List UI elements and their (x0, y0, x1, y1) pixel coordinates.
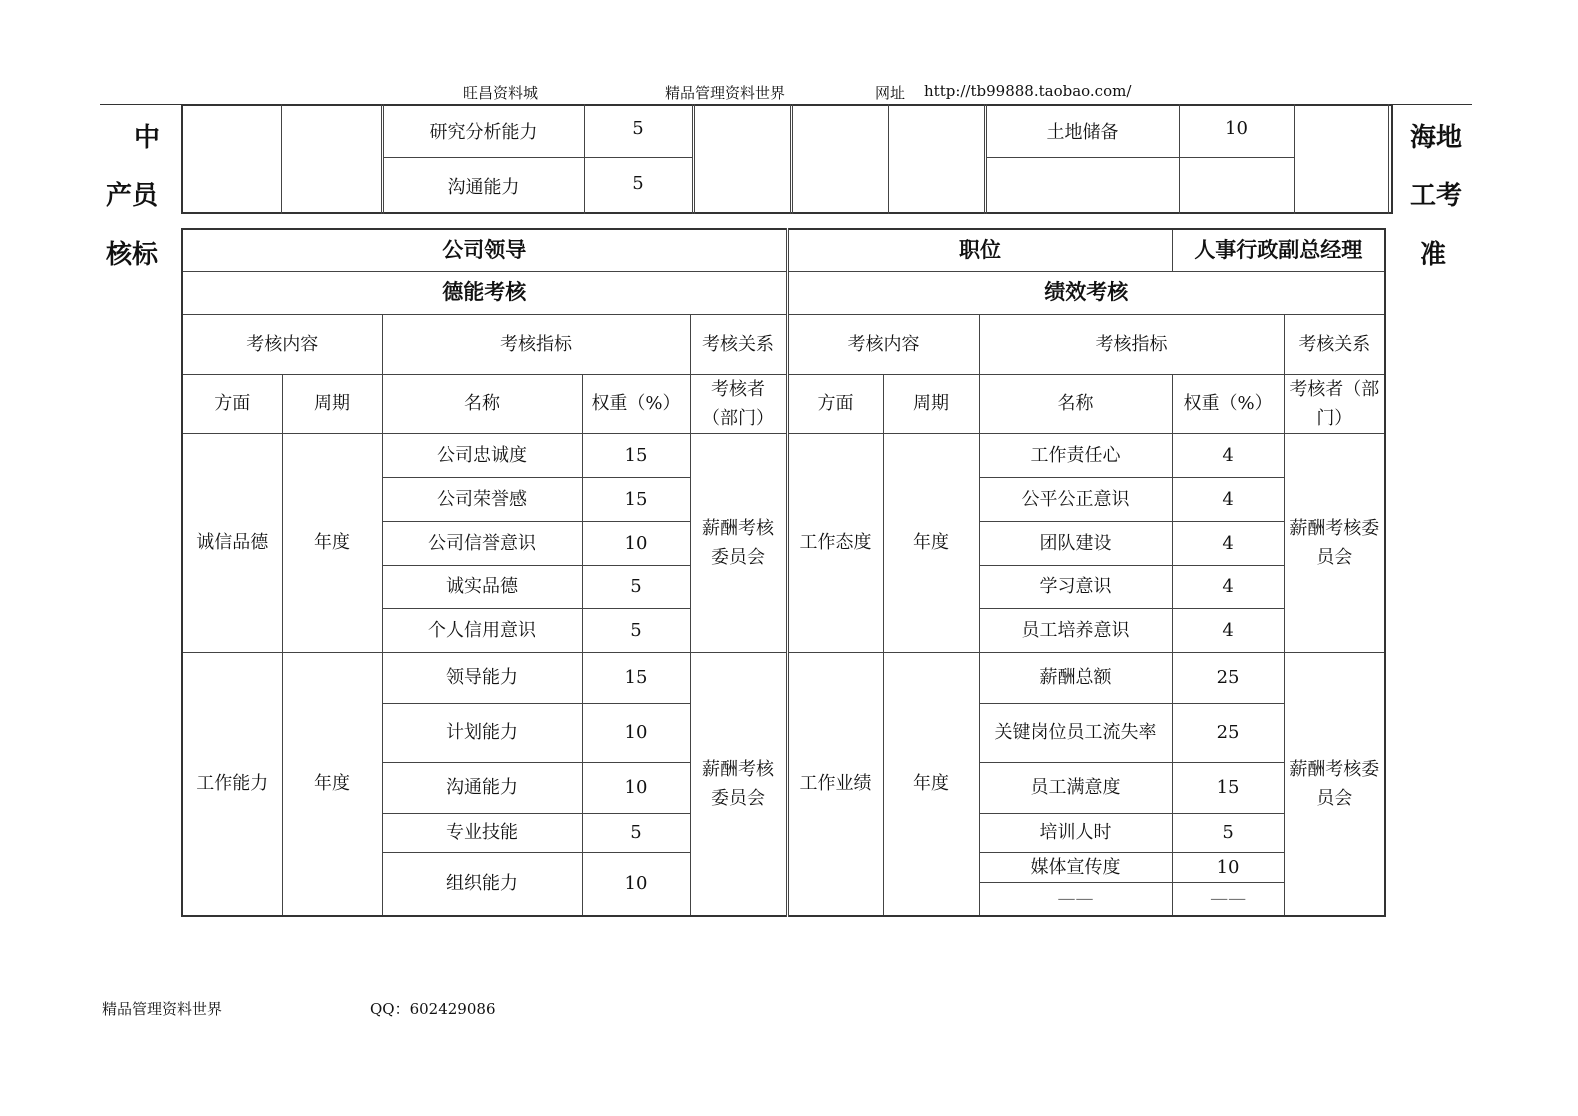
left-item-weight: 15 (582, 433, 690, 477)
left-item-name: 组织能力 (382, 852, 582, 916)
right-col-aspect: 方面 (787, 374, 883, 433)
right-item-name: 媒体宣传度 (979, 852, 1172, 882)
left-item-weight: 5 (582, 813, 690, 852)
right-item-weight: 25 (1172, 703, 1284, 762)
left-item-weight: 10 (582, 762, 690, 813)
right-item-name: 团队建设 (979, 521, 1172, 565)
left-item-name: 公司信誉意识 (382, 521, 582, 565)
position-value: 人事行政副总经理 (1172, 229, 1385, 271)
left-col-indicator: 考核指标 (382, 314, 690, 374)
left-group1-assessor: 薪酬考核委员会 (690, 433, 787, 652)
right-item-name: 关键岗位员工流失率 (979, 703, 1172, 762)
right-item-weight: 5 (1172, 813, 1284, 852)
left-item-name: 个人信用意识 (382, 608, 582, 652)
header-world: 精品管理资料世界 (665, 84, 786, 102)
left-item-weight: 10 (582, 852, 690, 916)
side-left-3: 核标 (106, 240, 159, 270)
right-item-weight-placeholder: —— (1172, 882, 1284, 916)
right-col-name: 名称 (979, 374, 1172, 433)
right-item-weight: 15 (1172, 762, 1284, 813)
right-item-name: 员工培养意识 (979, 608, 1172, 652)
right-item-weight: 25 (1172, 652, 1284, 703)
right-col-relation: 考核关系 (1284, 314, 1385, 374)
side-left-2: 产员 (106, 181, 159, 211)
left-col-weight: 权重（%） (582, 374, 690, 433)
left-group1-aspect: 诚信品德 (182, 433, 282, 652)
right-group2-aspect: 工作业绩 (787, 652, 883, 916)
fragment-weight-2: 5 (632, 173, 644, 194)
right-item-weight: 10 (1172, 852, 1284, 882)
fragment-table (181, 104, 1393, 214)
right-item-weight: 4 (1172, 477, 1284, 521)
left-item-name: 计划能力 (382, 703, 582, 762)
right-col-period: 周期 (883, 374, 979, 433)
right-item-name: 学习意识 (979, 565, 1172, 608)
left-item-name: 沟通能力 (382, 762, 582, 813)
right-group2-period: 年度 (883, 652, 979, 916)
assessment-table (181, 228, 1386, 917)
left-item-name: 公司荣誉感 (382, 477, 582, 521)
left-col-relation: 考核关系 (690, 314, 787, 374)
left-group2-assessor: 薪酬考核委员会 (690, 652, 787, 916)
left-group2-aspect: 工作能力 (182, 652, 282, 916)
right-item-name: 员工满意度 (979, 762, 1172, 813)
fragment-right-name-1: 土地储备 (1046, 122, 1119, 143)
right-col-assessor: 考核者（部门） (1284, 374, 1385, 433)
left-item-weight: 10 (582, 703, 690, 762)
right-col-weight: 权重（%） (1172, 374, 1284, 433)
fragment-right-weight-1: 10 (1225, 118, 1248, 139)
left-item-name: 领导能力 (382, 652, 582, 703)
position-label: 职位 (787, 229, 1172, 271)
left-item-weight: 10 (582, 521, 690, 565)
right-item-name: 薪酬总额 (979, 652, 1172, 703)
left-col-assessor: 考核者（部门） (690, 374, 787, 433)
left-item-name: 专业技能 (382, 813, 582, 852)
left-item-weight: 15 (582, 477, 690, 521)
left-col-aspect: 方面 (182, 374, 282, 433)
left-item-weight: 5 (582, 565, 690, 608)
header-url[interactable]: http://tb99888.taobao.com/ (924, 82, 1132, 100)
right-item-weight: 4 (1172, 521, 1284, 565)
left-group2-period: 年度 (282, 652, 382, 916)
right-item-name: 公平公正意识 (979, 477, 1172, 521)
fragment-name-2: 沟通能力 (447, 177, 520, 198)
right-group1-aspect: 工作态度 (787, 433, 883, 652)
moral-section-title: 德能考核 (182, 271, 787, 314)
side-right-2: 工考 (1410, 181, 1463, 211)
left-col-period: 周期 (282, 374, 382, 433)
right-item-name-placeholder: —— (979, 882, 1172, 916)
right-col-content: 考核内容 (787, 314, 979, 374)
right-item-name: 工作责任心 (979, 433, 1172, 477)
side-right-3: 准 (1420, 240, 1447, 270)
right-item-name: 培训人时 (979, 813, 1172, 852)
right-group1-assessor: 薪酬考核委员会 (1284, 433, 1385, 652)
performance-section-title: 绩效考核 (787, 271, 1385, 314)
right-item-weight: 4 (1172, 565, 1284, 608)
right-group1-period: 年度 (883, 433, 979, 652)
left-col-content: 考核内容 (182, 314, 382, 374)
side-right-1: 海地 (1410, 123, 1463, 153)
header-url-label: 网址 (875, 84, 906, 102)
right-col-indicator: 考核指标 (979, 314, 1284, 374)
fragment-name-1: 研究分析能力 (429, 122, 538, 143)
footer-left: 精品管理资料世界 (102, 1000, 223, 1018)
fragment-weight-1: 5 (632, 118, 644, 139)
side-left-1: 中 (134, 123, 161, 153)
left-item-name: 公司忠诚度 (382, 433, 582, 477)
header-store: 旺昌资料城 (463, 84, 539, 102)
footer-qq: QQ：602429086 (370, 1000, 496, 1018)
left-col-name: 名称 (382, 374, 582, 433)
left-item-weight: 5 (582, 608, 690, 652)
left-group1-period: 年度 (282, 433, 382, 652)
right-item-weight: 4 (1172, 433, 1284, 477)
right-group2-assessor: 薪酬考核委员会 (1284, 652, 1385, 916)
right-item-weight: 4 (1172, 608, 1284, 652)
left-item-weight: 15 (582, 652, 690, 703)
left-item-name: 诚实品德 (382, 565, 582, 608)
company-leader-cell: 公司领导 (182, 229, 787, 271)
